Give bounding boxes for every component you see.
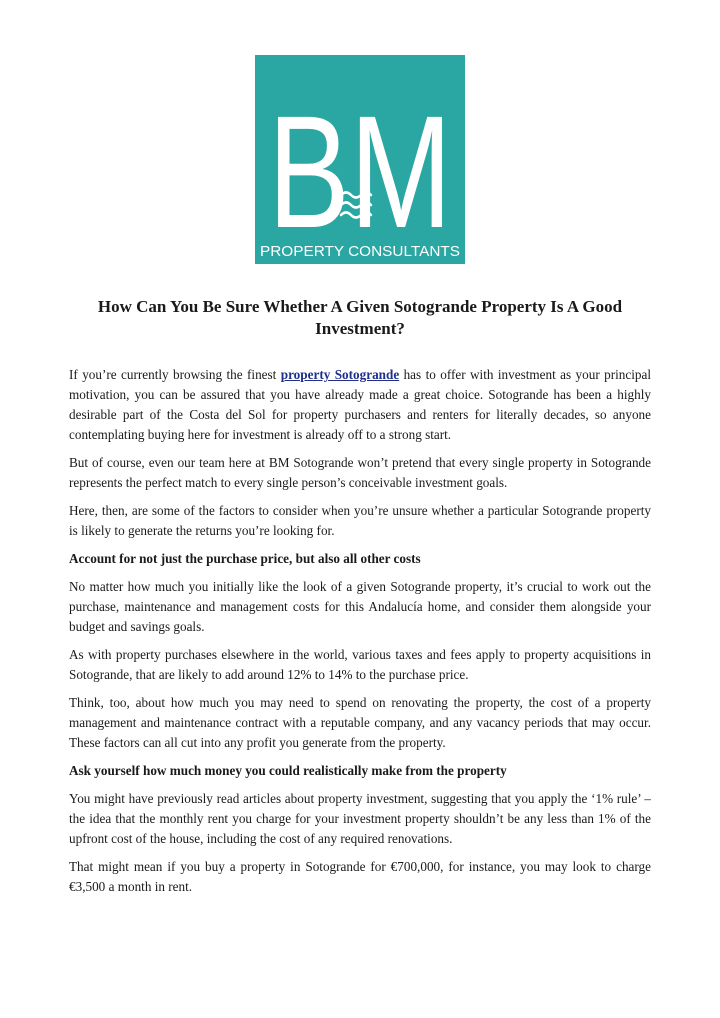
intro-paragraph (69, 365, 651, 445)
logo-graphic (255, 55, 465, 264)
paragraph-7: That might mean if you buy a property in Sotogrande for €700,000, for instance, you may look to charge €3,500 a month in rent. (69, 859, 651, 894)
intro-text-after: has to offer with investment as your principal motivation, you can be assured that you have already made a great choice. Sotogrande has been a highly desirable part of the Costa del Sol for property purchasers and renters for literally decades, so anyone contemplating buying here for investment is already off to a strong start. (69, 367, 651, 442)
page-title: How Can You Be Sure Whether A Given Sotogrande Property Is A Good Investment? (97, 297, 623, 338)
intro-text-before: If you’re currently browsing the finest (69, 367, 281, 382)
paragraph-3: No matter how much you initially like the look of a given Sotogrande property, it’s crucial to work out the purchase, maintenance and management costs for this Andalucía home, and consider them alongside your budget and savings goals. (69, 579, 651, 634)
paragraph-4: As with property purchases elsewhere in the world, various taxes and fees apply to property acquisitions in Sotogrande, that are likely to add around 12% to 14% to the purchase price. (69, 647, 651, 682)
paragraph-5: Think, too, about how much you may need to spend on renovating the property, the cost of a property management and maintenance contract with a reputable company, and any vacancy periods that may occur. These factors can all cut into any profit you generate from the property. (69, 695, 651, 750)
paragraph-1: But of course, even our team here at BM Sotogrande won’t pretend that every single property in Sotogrande represents the perfect match to every single person’s conceivable investment goals. (69, 455, 651, 490)
bm-logo (255, 55, 465, 264)
paragraph-2: Here, then, are some of the factors to consider when you’re unsure whether a particular Sotogrande property is likely to generate the returns you’re looking for. (69, 503, 651, 538)
logo-letters: BM (268, 82, 452, 261)
section-heading-costs: Account for not just the purchase price, but also all other costs (69, 551, 421, 566)
paragraph-6: You might have previously read articles about property investment, suggesting that you apply the ‘1% rule’ – the idea that the monthly rent you charge for your investment property shouldn’t be any less than 1% of the upfront cost of the house, including the cost of any required renovations. (69, 791, 651, 846)
section-heading-income: Ask yourself how much money you could realistically make from the property (69, 763, 507, 778)
property-sotogrande-link[interactable]: property Sotogrande (280, 367, 400, 382)
article-body (69, 365, 651, 905)
logo-tagline: PROPERTY CONSULTANTS (260, 243, 460, 260)
